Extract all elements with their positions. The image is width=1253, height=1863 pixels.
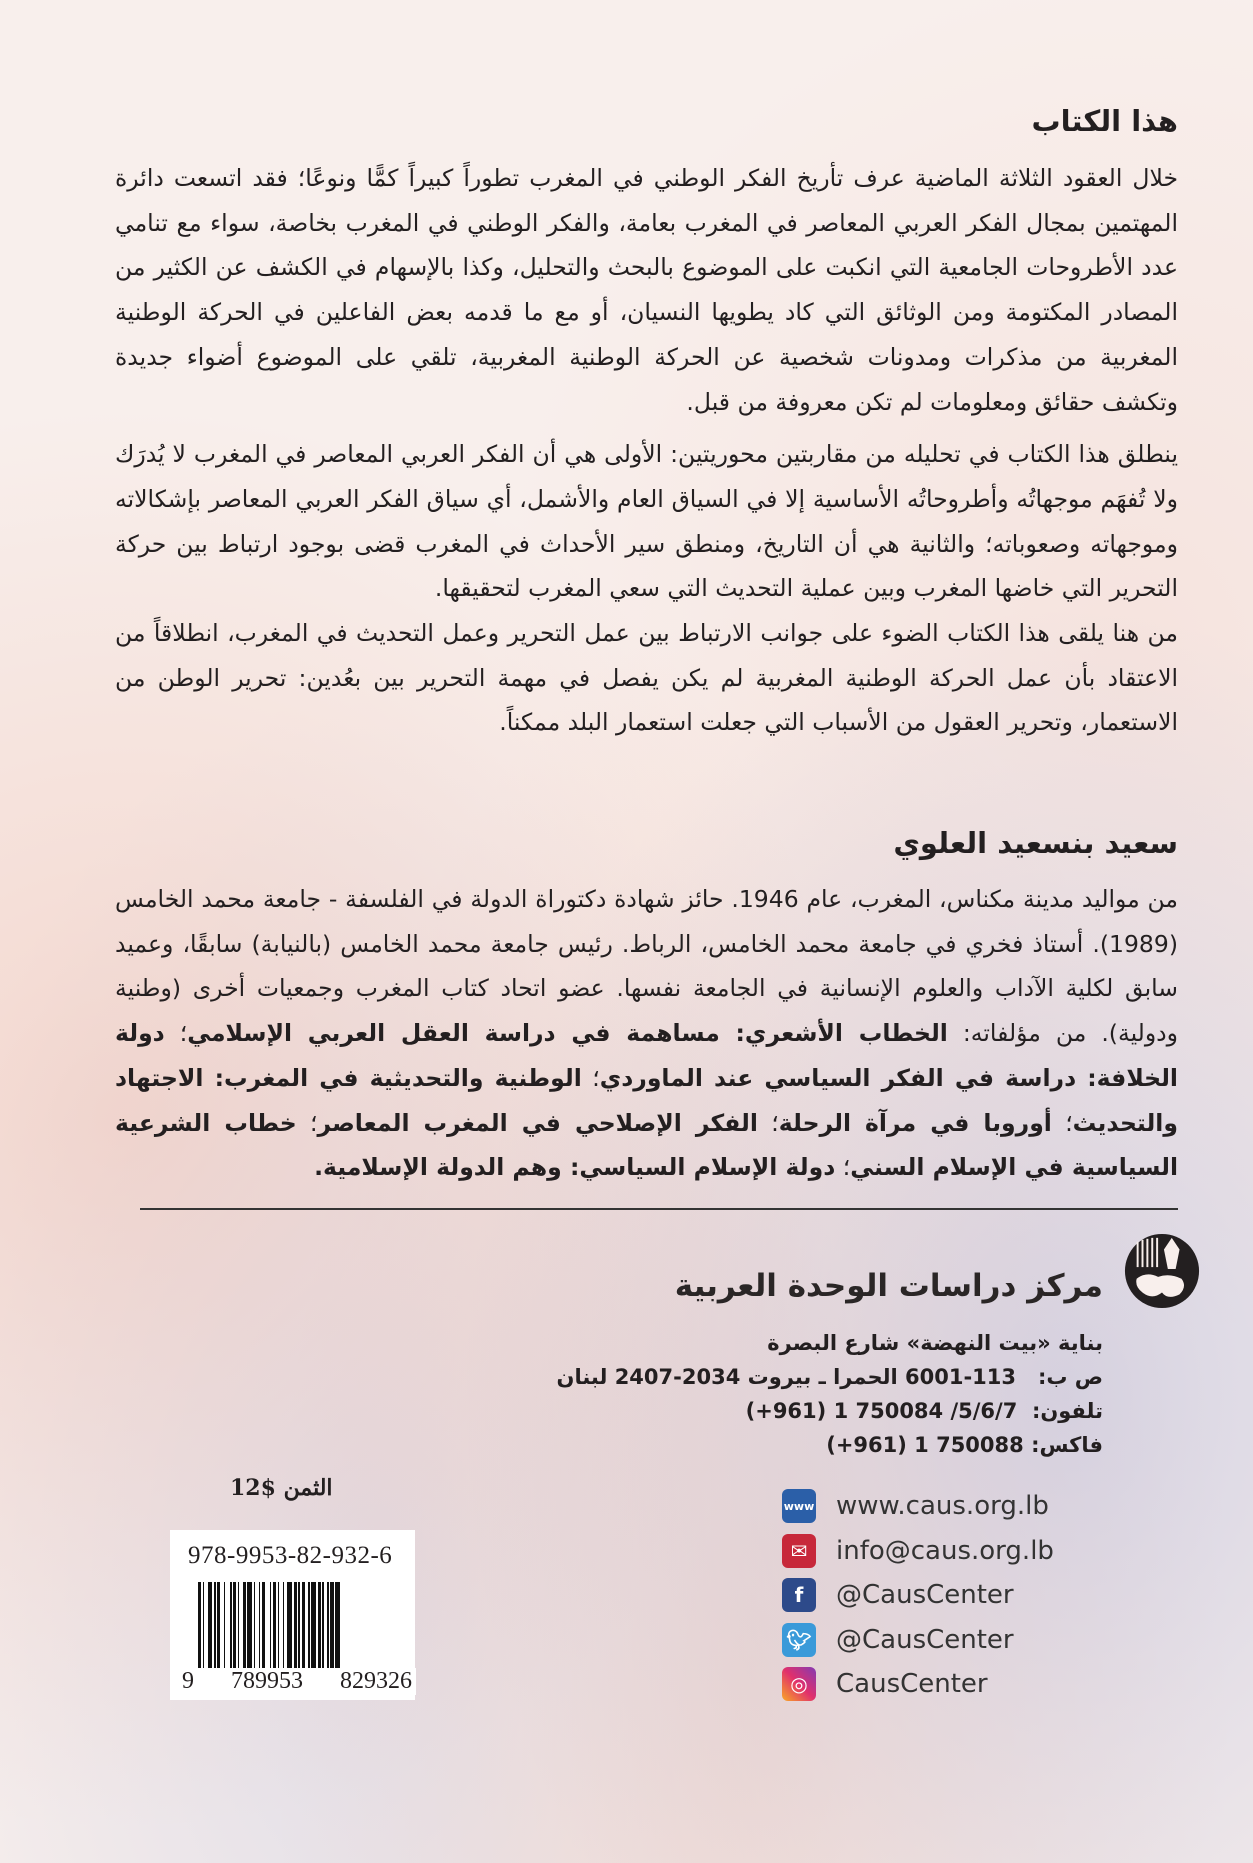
contact-website[interactable] (782, 1484, 1054, 1529)
contact-twitter[interactable] (782, 1618, 1054, 1663)
about-text (115, 156, 1178, 745)
fax-value: (+961) 1 750088 (826, 1433, 1024, 1457)
barcode-digits (178, 1668, 416, 1695)
po-box-label: ص ب: (1037, 1365, 1103, 1389)
twitter-icon: 🐦︎ (782, 1623, 816, 1657)
publisher-logo-icon (1123, 1232, 1201, 1310)
author-name: سعيد بنسعيد العلوي (893, 826, 1178, 860)
author-bio: من مواليد مدينة مكناس، المغرب، عام 1946. حائز شهادة دكتوراة الدولة في الفلسفة - جامعة محمد الخامس (1989). أستاذ فخري في جامعة محمد الخامس، الرباط. رئيس جامعة محمد الخامس (بالنيابة) سابقًا، وعميد سابق لكلية الآداب والعلوم الإنسانية في الجامعة نفسها. عضو اتحاد كتاب المغرب وجمعيات أخرى (وطنية ودولية). من مؤلفاته: الخطاب الأشعري: مساهمة في دراسة العقل العربي الإسلامي؛ دولة الخلافة: دراسة في الفكر السياسي عند الماوردي؛ الوطنية والتحديثية في المغرب: الاجتهاد والتحديث؛ أوروبا في مرآة الرحلة؛ الفكر الإصلاحي في المغرب المعاصر؛ خطاب الشرعية السياسية في الإسلام السني؛ دولة الإسلام السياسي: وهم الدولة الإسلامية. (115, 885, 1179, 1182)
contact-facebook[interactable] (782, 1573, 1054, 1618)
globe-icon: www (782, 1489, 816, 1523)
author-book: أوروبا في مرآة الرحلة (778, 1108, 1052, 1137)
about-paragraph-3: من هنا يلقى هذا الكتاب الضوء على جوانب الارتباط بين عمل التحرير وعمل التحديث في المغرب، انطلاقاً من الاعتقاد بأن عمل الحركة الوطنية المغربية لم يكن يفصل في مهمة التحرير بين بعُدين: تحرير الوطن من الاستعمار، وتحرير العقول من الأسباب التي جعلت استعمار البلد ممكناً. (115, 619, 1178, 737)
price-value: $12 (230, 1475, 276, 1501)
phone-value: (+961) 1 750084 /5/6/7 (745, 1399, 1018, 1423)
about-paragraph-2: ينطلق هذا الكتاب في تحليله من مقاربتين محوريتين: الأولى هي أن الفكر العربي المعاصر في المغرب لا يُدرَك ولا تُفهَم موجهاتُه وأطروحاتُه الأساسية إلا في السياق العام والأشمل، أي سياق الفكر العربي المعاصر بإشكالاته وموجهاته وصعوباته؛ والثانية هي أن التاريخ، ومنطق سير الأحداث في المغرب قضى بوجود ارتباط بين حركة التحرير التي خاضها المغرب وبين عملية التحديث التي سعي المغرب لتحقيقها. (115, 440, 1178, 603)
contact-email[interactable] (782, 1529, 1054, 1574)
instagram-icon: ◎ (782, 1667, 816, 1701)
address-line: بناية «بيت النهضة» شارع البصرة (767, 1331, 1103, 1355)
po-box-value: 113-6001 الحمرا ـ بيروت 2034-2407 لبنان (556, 1365, 1016, 1389)
contact-instagram[interactable] (782, 1662, 1054, 1707)
publisher-name: مركز دراسات الوحدة العربية (674, 1268, 1103, 1304)
author-bio-text: من مواليد مدينة مكناس، المغرب، عام 1946. حائز شهادة دكتوراة الدولة في الفلسفة - جامعة محمد الخامس (1989). أستاذ فخري في جامعة محمد الخامس، الرباط. رئيس جامعة محمد الخامس (بالنيابة) سابقًا، وعميد سابق لكلية الآداب والعلوم الإنسانية في الجامعة نفسها. عضو اتحاد كتاب المغرب وجمعيات أخرى (وطنية ودولية). من مؤلفاته: (115, 885, 1179, 1048)
instagram-handle: CausCenter (836, 1669, 988, 1700)
author-book: دولة الخلافة: دراسة في الفكر السياسي عند الماوردي (115, 1019, 1178, 1092)
author-book: دولة الإسلام السياسي: وهم الدولة الإسلامية. (314, 1153, 836, 1182)
facebook-icon: f (782, 1578, 816, 1612)
author-book: الخطاب الأشعري: مساهمة في دراسة العقل العربي الإسلامي (187, 1019, 948, 1048)
author-book: الوطنية والتحديثية في المغرب: الاجتهاد والتحديث (115, 1063, 1178, 1137)
publisher-address (557, 1326, 1103, 1462)
barcode-digit-first: 9 (182, 1668, 194, 1694)
author-book: الفكر الإصلاحي في المغرب المعاصر (317, 1108, 758, 1137)
twitter-handle: @CausCenter (836, 1624, 1014, 1655)
website-link: www.caus.org.lb (836, 1491, 1049, 1522)
barcode-digits-right: 829326 (340, 1668, 412, 1694)
price (230, 1475, 333, 1501)
about-paragraph-1: خلال العقود الثلاثة الماضية عرف تأريخ الفكر الوطني في المغرب تطوراً كبيراً كمًّا ونوعًا؛ فقد اتسعت دائرة المهتمين بمجال الفكر العربي المعاصر في المغرب بعامة، والفكر الوطني في المغرب بخاصة، سواء مع تنامي عدد الأطروحات الجامعية التي انكبت على الموضوع بالبحث والتحليل، وكذا بالإسهام في الكشف عن الكثير من المصادر المكتومة ومن الوثائق التي كاد يطويها النسيان، أو مع ما قدمه بعض الفاعلين في الحركة الوطنية المغربية من مذكرات ومدونات شخصية عن الحركة الوطنية المغربية، تلقي على الموضوع أضواء جديدة وتكشف حقائق ومعلومات لم تكن معروفة من قبل. (115, 164, 1178, 416)
barcode-digits-left: 789953 (231, 1668, 303, 1694)
barcode-bar (340, 1582, 342, 1674)
barcode-box (170, 1530, 415, 1700)
about-heading: هذا الكتاب (1031, 104, 1178, 138)
isbn-text: 978-9953-82-932-6 (188, 1542, 393, 1569)
fax-label: فاكس: (1031, 1433, 1103, 1457)
mail-icon: ✉ (782, 1534, 816, 1568)
facebook-handle: @CausCenter (836, 1580, 1014, 1611)
author-book: خطاب الشرعية السياسية في الإسلام السني (115, 1108, 1178, 1182)
contact-list (782, 1484, 1054, 1707)
divider (140, 1208, 1178, 1210)
email-link: info@caus.org.lb (836, 1535, 1054, 1566)
barcode-icon (198, 1582, 403, 1674)
phone-label: تلفون: (1031, 1399, 1103, 1423)
price-label: الثمن (283, 1475, 333, 1501)
